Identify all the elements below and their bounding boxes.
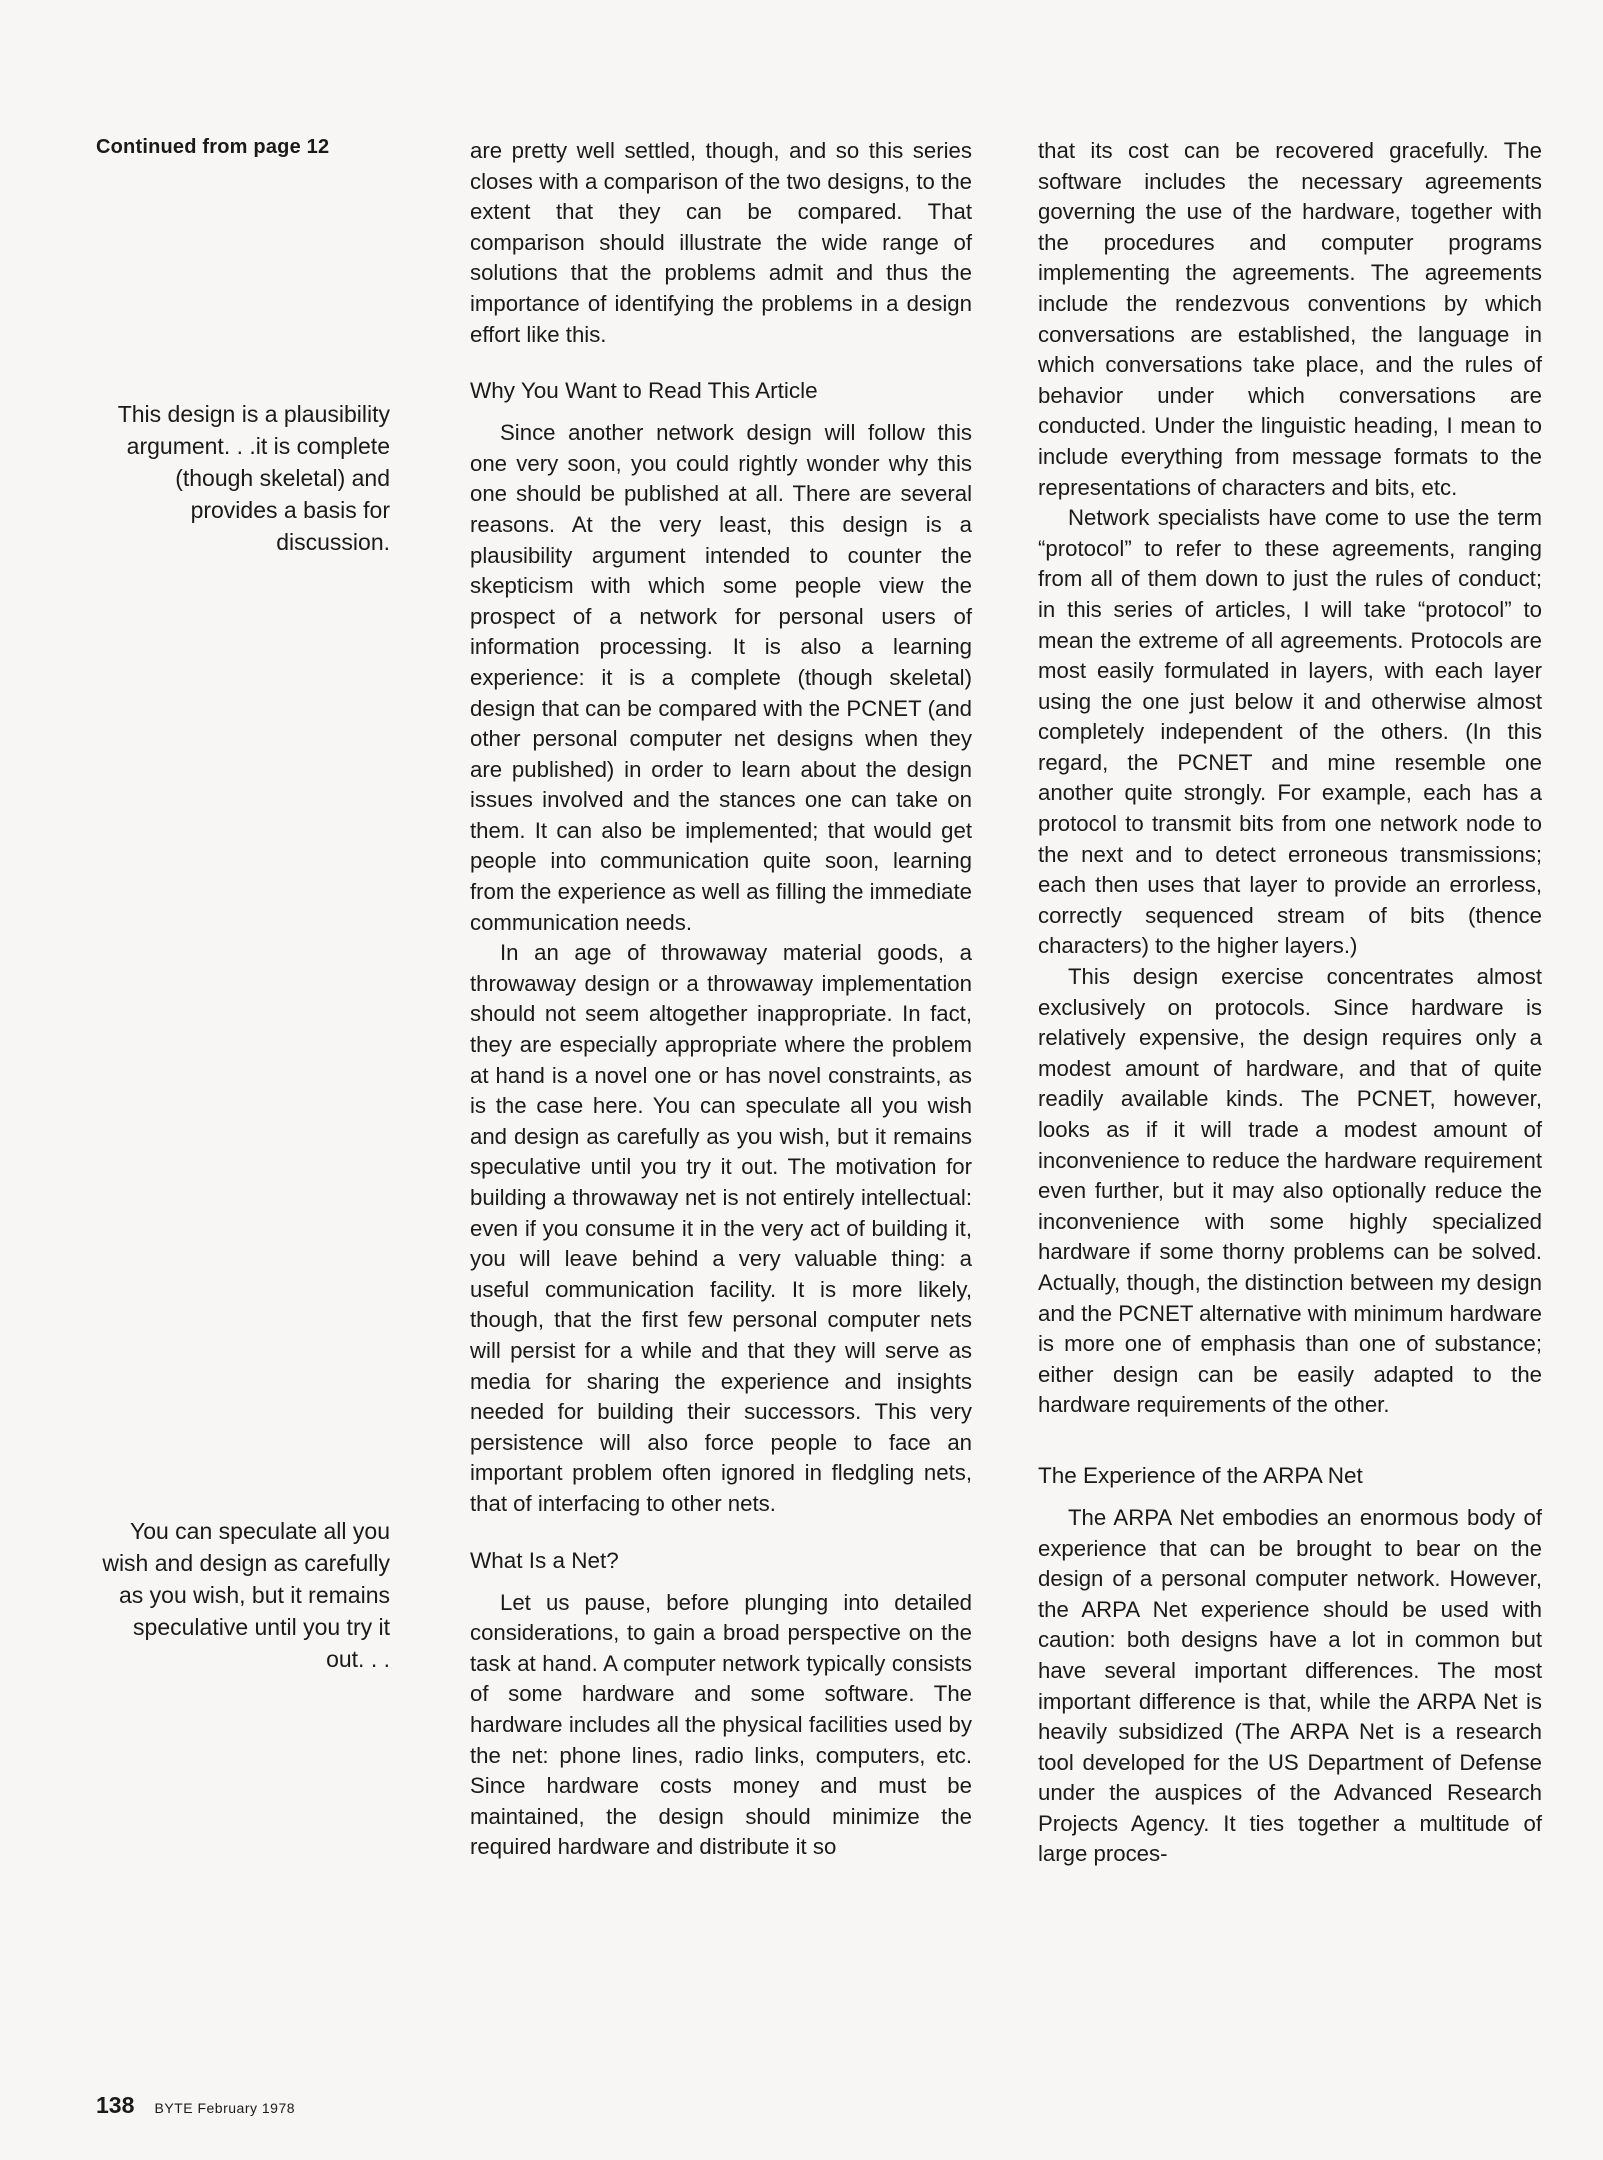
paragraph: This design exercise concentrates almost exclusively on protocols. Since hardware is relatively expensive, the design requires only a modest amount of hardware, and that of quite readily available kinds. The PCNET, however, looks as if it will trade a modest amount of inconvenience to reduce the hardware requirement even further, but it may also optionally reduce the inconvenience with some highly specialized hardware if some thorny problems can be solved. Actually, though, the distinction between my design and the PCNET alternative with minimum hardware is more one of emphasis than one of substance; either design can be easily adapted to the hardware requirements of the other. bbox=[1038, 964, 1542, 1418]
section-heading-arpa-net: The Experience of the ARPA Net bbox=[1038, 1462, 1363, 1488]
paragraph: The ARPA Net embodies an enormous body of experience that can be brought to bear on the design of a personal computer network. However, the ARPA Net experience should be used with caution: both designs have a lot in common but have several important differences. The most important difference is that, while the ARPA Net is heavily subsidized (The ARPA Net is a research tool developed for the US Department of Defense under the auspices of the Advanced Research Projects Agency. It ties together a multitude of large proces- bbox=[1038, 1504, 1542, 1867]
article-column-2 bbox=[1038, 136, 1542, 1870]
article-column-1 bbox=[470, 136, 972, 1863]
magazine-issue: BYTE February 1978 bbox=[154, 2100, 296, 2116]
page-footer bbox=[96, 2092, 295, 2119]
page-number: 138 bbox=[96, 2092, 135, 2118]
paragraph: In an age of throwaway material goods, a throwaway design or a throwaway implementation should not seem altogether inappropriate. In fact, they are especially appropriate where the problem at hand is a novel one or has novel constraints, as is the case here. You can speculate all you wish and design as carefully as you wish, but it remains speculative until you try it out. The motivation for building a throwaway net is not entirely intellectual: even if you consume it in the very act of building it, you will leave behind a very valuable thing: a useful communication facility. It is more likely, though, that the first few personal computer nets will persist for a while and that they will serve as media for sharing the experience and insights needed for building their successors. This very persistence will also force people to face an important problem often ignored in fledgling nets, that of interfacing to other nets. bbox=[470, 940, 972, 1516]
paragraph: that its cost can be recovered gracefully. The software includes the necessary agreements governing the use of the hardware, together with the procedures and computer programs implementing the agreements. The agreements include the rendezvous conventions by which conversations are established, the language in which conversations take place, and the rules of behavior under which conversations are conducted. Under the linguistic heading, I mean to include everything from message formats to the representations of characters and bits, etc. bbox=[1038, 138, 1542, 500]
pull-quote-speculate: You can speculate all you wish and design as carefully as you wish, but it remains speculative until you try it out. . . bbox=[102, 1518, 390, 1672]
paragraph: are pretty well settled, though, and so this series closes with a comparison of the two designs, to the extent that they can be compared. That comparison should illustrate the wide range of solutions that the problems admit and thus the importance of identifying the problems in a design effort like this. bbox=[470, 138, 972, 347]
continued-note: Continued from page 12 bbox=[96, 136, 330, 158]
paragraph: Since another network design will follow this one very soon, you could rightly wonder why this one should be published at all. There are several reasons. At the very least, this design is a plausibility argument intended to counter the skepticism with which some people view the prospect of a network for personal users of information processing. It is also a learning experience: it is a complete (though skeletal) design that can be compared with the PCNET (and other personal computer net designs when they are published) in order to learn about the design issues involved and the stances one can take on them. It can also be implemented; that would get people into communication quite soon, learning from the experience as well as filling the immediate communication needs. bbox=[470, 420, 972, 935]
pull-quote-plausibility: This design is a plausibility argument. . .it is complete (though skeletal) and provides a basis for discussion. bbox=[117, 401, 390, 555]
section-heading-what-is-net: What Is a Net? bbox=[470, 1547, 619, 1573]
section-heading-why-read: Why You Want to Read This Article bbox=[470, 378, 818, 404]
paragraph: Network specialists have come to use the term “protocol” to refer to these agreements, ranging from all of them down to just the rules of conduct; in this series of articles, I will take “protocol” to mean the extreme of all agreements. Protocols are most easily formulated in layers, with each layer using the one just below it and otherwise almost completely independent of the others. (In this regard, the PCNET and mine resemble one another quite strongly. For example, each has a protocol to transmit bits from one network node to the next and to detect erroneous transmissions; each then uses that layer to provide an errorless, correctly sequenced stream of bits (thence characters) to the higher layers.) bbox=[1038, 505, 1542, 959]
paragraph: Let us pause, before plunging into detailed considerations, to gain a broad perspective on the task at hand. A computer network typically consists of some hardware and some software. The hardware includes all the physical facilities used by the net: phone lines, radio links, computers, etc. Since hardware costs money and must be maintained, the design should minimize the required hardware and distribute it so bbox=[470, 1589, 972, 1860]
